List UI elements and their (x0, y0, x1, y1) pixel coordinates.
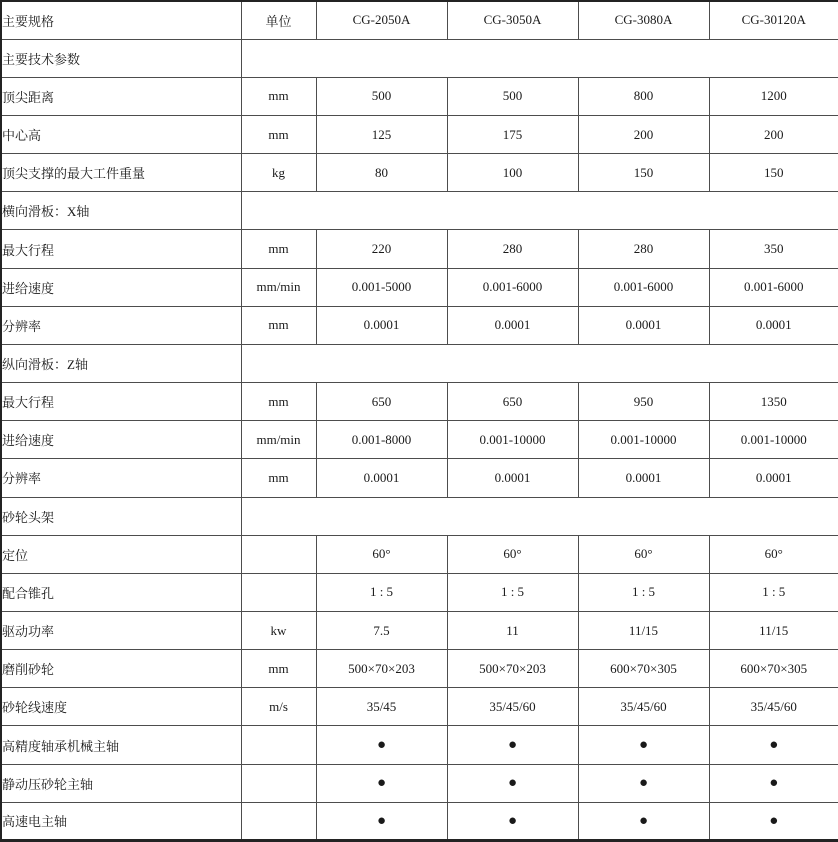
value-cell: 950 (578, 383, 709, 421)
value-cell: 600×70×305 (709, 650, 838, 688)
value-cell: 35/45/60 (447, 688, 578, 726)
unit-cell: mm (241, 459, 316, 497)
spec-table-body (1, 1, 838, 841)
spec-label-cell: 分辨率 (1, 459, 241, 497)
value-cell: 0.0001 (447, 459, 578, 497)
value-cell: 280 (447, 230, 578, 268)
section-row (1, 39, 838, 77)
value-cell: 150 (709, 154, 838, 192)
value-cell: 0.001-8000 (316, 421, 447, 459)
feature-dot-cell (709, 802, 838, 840)
value-cell: 60° (709, 535, 838, 573)
unit-cell (241, 535, 316, 573)
unit-cell: mm/min (241, 421, 316, 459)
unit-cell: mm/min (241, 268, 316, 306)
section-merged-cell (241, 344, 838, 382)
value-cell: 800 (578, 77, 709, 115)
unit-cell: mm (241, 230, 316, 268)
value-cell: 35/45/60 (578, 688, 709, 726)
value-cell: 0.0001 (447, 306, 578, 344)
value-cell: 1 : 5 (578, 573, 709, 611)
value-cell: 35/45/60 (709, 688, 838, 726)
table-row (1, 535, 838, 573)
value-cell: 500 (316, 77, 447, 115)
unit-cell: m/s (241, 688, 316, 726)
header-unit-label: 单位 (241, 1, 316, 39)
feature-dot-cell (709, 764, 838, 802)
value-cell: 0.0001 (316, 306, 447, 344)
filled-circle-icon: ● (769, 812, 779, 829)
value-cell: 100 (447, 154, 578, 192)
value-cell: 60° (316, 535, 447, 573)
filled-circle-icon: ● (376, 775, 387, 792)
table-row (1, 306, 838, 344)
feature-dot-cell (316, 802, 447, 840)
feature-dot-cell (447, 726, 578, 764)
feature-dot-cell (447, 802, 578, 840)
value-cell: 650 (447, 383, 578, 421)
value-cell: 200 (578, 115, 709, 153)
section-row (1, 344, 838, 382)
value-cell: 200 (709, 115, 838, 153)
feature-dot-cell (316, 726, 447, 764)
value-cell: 0.0001 (578, 459, 709, 497)
filled-circle-icon: ● (507, 775, 518, 792)
table-row (1, 650, 838, 688)
value-cell: 500×70×203 (316, 650, 447, 688)
filled-circle-icon: ● (376, 812, 387, 829)
filled-circle-icon: ● (638, 737, 649, 754)
header-model-name: CG-2050A (316, 1, 447, 39)
section-merged-cell (241, 39, 838, 77)
feature-dot-cell (578, 764, 709, 802)
value-cell: 1 : 5 (709, 573, 838, 611)
unit-cell (241, 726, 316, 764)
value-cell: 7.5 (316, 612, 447, 650)
unit-cell: mm (241, 650, 316, 688)
table-row (1, 764, 838, 802)
unit-cell (241, 802, 316, 840)
filled-circle-icon: ● (376, 737, 387, 754)
value-cell: 35/45 (316, 688, 447, 726)
value-cell: 1 : 5 (316, 573, 447, 611)
value-cell: 0.001-6000 (578, 268, 709, 306)
spec-label-cell: 最大行程 (1, 383, 241, 421)
filled-circle-icon: ● (769, 775, 779, 792)
value-cell: 60° (447, 535, 578, 573)
value-cell: 80 (316, 154, 447, 192)
feature-dot-cell (447, 764, 578, 802)
spec-label-cell: 进给速度 (1, 421, 241, 459)
feature-dot-cell (709, 726, 838, 764)
value-cell: 175 (447, 115, 578, 153)
table-row (1, 230, 838, 268)
filled-circle-icon: ● (507, 812, 518, 829)
header-row (1, 1, 838, 39)
spec-label-cell: 分辨率 (1, 306, 241, 344)
spec-label-cell: 定位 (1, 535, 241, 573)
value-cell: 0.001-6000 (447, 268, 578, 306)
value-cell: 11 (447, 612, 578, 650)
table-row (1, 77, 838, 115)
section-merged-cell (241, 192, 838, 230)
feature-dot-cell (578, 802, 709, 840)
value-cell: 0.001-6000 (709, 268, 838, 306)
value-cell: 150 (578, 154, 709, 192)
value-cell: 0.0001 (578, 306, 709, 344)
value-cell: 1 : 5 (447, 573, 578, 611)
header-model-name: CG-3050A (447, 1, 578, 39)
table-row (1, 383, 838, 421)
value-cell: 0.001-10000 (447, 421, 578, 459)
section-row (1, 192, 838, 230)
section-row (1, 497, 838, 535)
header-model-name: CG-3080A (578, 1, 709, 39)
value-cell: 500 (447, 77, 578, 115)
unit-cell: kw (241, 612, 316, 650)
value-cell: 500×70×203 (447, 650, 578, 688)
value-cell: 0.0001 (709, 459, 838, 497)
filled-circle-icon: ● (769, 737, 779, 754)
value-cell: 0.001-5000 (316, 268, 447, 306)
value-cell: 0.001-10000 (578, 421, 709, 459)
spec-label-cell: 高精度轴承机械主轴 (1, 726, 241, 764)
value-cell: 650 (316, 383, 447, 421)
table-row (1, 612, 838, 650)
filled-circle-icon: ● (638, 775, 649, 792)
spec-label-cell: 顶尖支撑的最大工件重量 (1, 154, 241, 192)
section-label-cell: 砂轮头架 (1, 497, 241, 535)
unit-cell: mm (241, 306, 316, 344)
spec-label-cell: 高速电主轴 (1, 802, 241, 840)
unit-cell: kg (241, 154, 316, 192)
spec-label-cell: 配合锥孔 (1, 573, 241, 611)
value-cell: 280 (578, 230, 709, 268)
section-label-cell: 纵向滑板：Z轴 (1, 344, 241, 382)
unit-cell (241, 764, 316, 802)
value-cell: 11/15 (709, 612, 838, 650)
table-row (1, 268, 838, 306)
table-row (1, 726, 838, 764)
section-label-cell: 横向滑板：X轴 (1, 192, 241, 230)
unit-cell: mm (241, 77, 316, 115)
value-cell: 350 (709, 230, 838, 268)
table-row (1, 154, 838, 192)
value-cell: 600×70×305 (578, 650, 709, 688)
unit-cell (241, 573, 316, 611)
feature-dot-cell (316, 764, 447, 802)
spec-label-cell: 驱动功率 (1, 612, 241, 650)
spec-label-cell: 中心高 (1, 115, 241, 153)
spec-label-cell: 进给速度 (1, 268, 241, 306)
value-cell: 220 (316, 230, 447, 268)
table-row (1, 421, 838, 459)
spec-label-cell: 静动压砂轮主轴 (1, 764, 241, 802)
table-row (1, 459, 838, 497)
value-cell: 125 (316, 115, 447, 153)
filled-circle-icon: ● (638, 812, 649, 829)
spec-label-cell: 磨削砂轮 (1, 650, 241, 688)
header-spec-title: 主要规格 (1, 1, 241, 39)
unit-cell: mm (241, 383, 316, 421)
feature-dot-cell (578, 726, 709, 764)
value-cell: 0.0001 (316, 459, 447, 497)
section-label-cell: 主要技术参数 (1, 39, 241, 77)
table-row (1, 802, 838, 840)
value-cell: 0.0001 (709, 306, 838, 344)
header-model-name: CG-30120A (709, 1, 838, 39)
table-row (1, 573, 838, 611)
spec-label-cell: 最大行程 (1, 230, 241, 268)
value-cell: 60° (578, 535, 709, 573)
table-row (1, 688, 838, 726)
spec-label-cell: 砂轮线速度 (1, 688, 241, 726)
table-row (1, 115, 838, 153)
section-merged-cell (241, 497, 838, 535)
value-cell: 11/15 (578, 612, 709, 650)
spec-label-cell: 顶尖距离 (1, 77, 241, 115)
unit-cell: mm (241, 115, 316, 153)
filled-circle-icon: ● (507, 737, 518, 754)
value-cell: 0.001-10000 (709, 421, 838, 459)
value-cell: 1350 (709, 383, 838, 421)
value-cell: 1200 (709, 77, 838, 115)
